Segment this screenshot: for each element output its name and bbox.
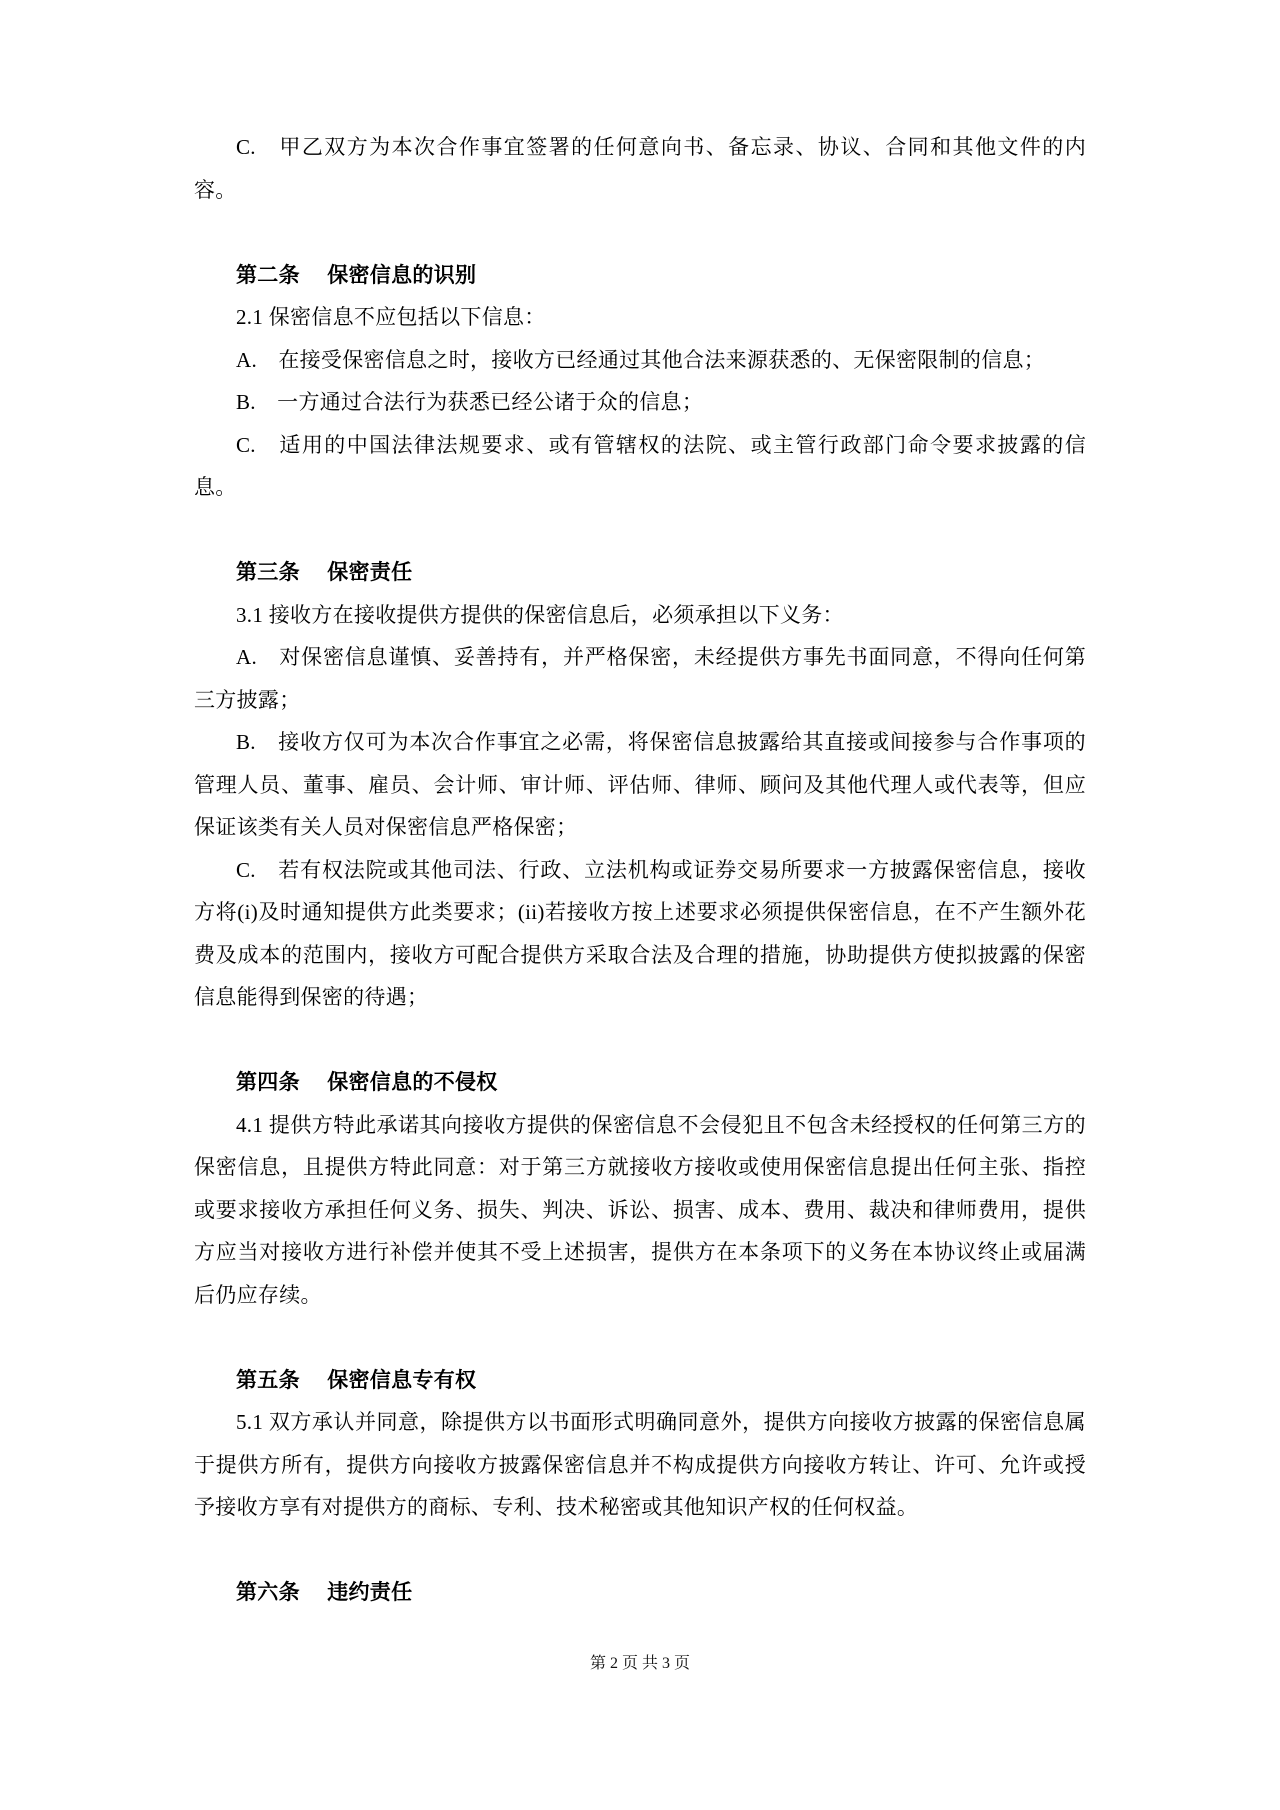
paragraph-2-1: 2.1 保密信息不应包括以下信息： xyxy=(236,305,546,329)
paragraph-clause-1c: C. 甲乙双方为本次合作事宜签署的任何意向书、备忘录、协议、合同和其他文件的内容。 xyxy=(194,135,1086,202)
paragraph-3-1: 3.1 接收方在接收提供方提供的保密信息后，必须承担以下义务： xyxy=(236,602,844,627)
section-number: 第三条 xyxy=(236,560,300,584)
paragraph-4-1: 4.1 提供方特此承诺其向接收方提供的保密信息不会侵犯且不包含未经授权的任何第三方的保密信息，且提供方特此同意：对于第三方就接收方接收或使用保密信息提出任何主张、指控或要求接收方承担任何义务、损失、判决、诉讼、损害、成本、费用、裁决和律师费用，提供方应当对接收方进行补偿并使其不受上述损害，提供方在本条项下的义务在本协议终止或届满后仍应存续。 xyxy=(194,1112,1086,1307)
section-title: 保密信息专有权 xyxy=(327,1367,477,1392)
section-title: 违约责任 xyxy=(327,1580,413,1604)
paragraph-3-1-c: C. 若有权法院或其他司法、行政、立法机构或证券交易所要求一方披露保密信息，接收方将(i)及时通知提供方此类要求；(ii)若接收方按上述要求必须提供保密信息，在不产生额外花费及成本的范围内，接收方可配合提供方采取合法及合理的措施，协助提供方使拟披露的保密信息能得到保密的待遇； xyxy=(194,857,1086,1009)
section-number: 第五条 xyxy=(236,1367,300,1392)
paragraph-3-1-b: B. 接收方仅可为本次合作事宜之必需，将保密信息披露给其直接或间接参与合作事项的管理人员、董事、雇员、会计师、审计师、评估师、律师、顾问及其他代理人或代表等，但应保证该类有关人员对保密信息严格保密； xyxy=(194,730,1086,839)
section-heading-article-6 xyxy=(194,1571,1086,1614)
paragraph-3-1-a: A. 对保密信息谨慎、妥善持有，并严格保密，未经提供方事先书面同意，不得向任何第三方披露； xyxy=(194,645,1086,712)
section-number: 第六条 xyxy=(236,1580,300,1604)
section-heading-article-4 xyxy=(194,1061,1086,1104)
section-number: 第二条 xyxy=(236,262,300,287)
page-footer xyxy=(0,1652,1280,1676)
paragraph-2-1-b: B. 一方通过合法行为获悉已经公诸于众的信息； xyxy=(236,390,704,414)
section-title: 保密信息的识别 xyxy=(327,262,477,287)
section-heading-article-2 xyxy=(194,254,1086,297)
section-heading-article-5 xyxy=(194,1359,1086,1402)
section-title: 保密责任 xyxy=(327,560,413,584)
section-number: 第四条 xyxy=(236,1070,300,1094)
document-body xyxy=(194,126,1086,1614)
paragraph-5-1: 5.1 双方承认并同意，除提供方以书面形式明确同意外，提供方向接收方披露的保密信息属于提供方所有，提供方向接收方披露保密信息并不构成提供方向接收方转让、许可、允许或授予接收方享有对提供方的商标、专利、技术秘密或其他知识产权的任何权益。 xyxy=(194,1410,1086,1519)
page-number: 第 2 页 共 3 页 xyxy=(589,1655,690,1672)
section-title: 保密信息的不侵权 xyxy=(327,1070,498,1094)
paragraph-2-1-a: A. 在接受保密信息之时，接收方已经通过其他合法来源获悉的、无保密限制的信息； xyxy=(236,347,1046,372)
section-heading-article-3 xyxy=(194,551,1086,594)
paragraph-2-1-c: C. 适用的中国法律法规要求、或有管辖权的法院、或主管行政部门命令要求披露的信息。 xyxy=(194,432,1086,499)
